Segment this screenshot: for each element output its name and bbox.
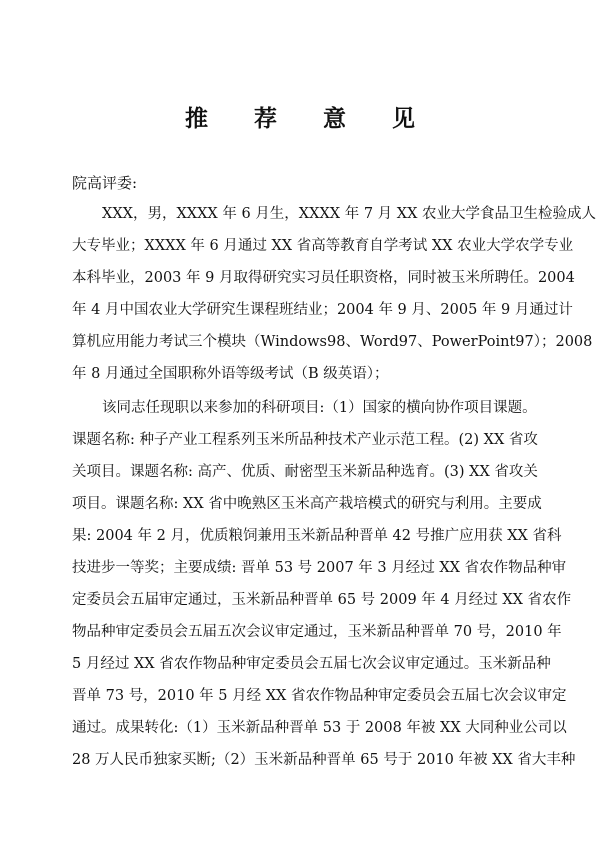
salutation: 院高评委:: [72, 174, 138, 192]
paragraph-line: 定委员会五届审定通过，玉米新品种晋单 65 号 2009 年 4 月经过 XX 省农作: [72, 592, 572, 608]
paragraph-education: [72, 198, 597, 390]
paragraph-line: 项目。课题名称: XX 省中晚熟区玉米高产栽培模式的研究与利用。主要成: [72, 496, 542, 512]
paragraph-line: 5 月经过 XX 省农作物品种审定委员会五届七次会议审定通过。玉米新品种: [72, 656, 551, 672]
paragraph-line: 物品种审定委员会五届五次会议审定通过，玉米新品种晋单 70 号，2010 年: [72, 624, 562, 640]
paragraph-line: 关项目。课题名称: 高产、优质、耐密型玉米新品种选育。(3) XX 省攻关: [72, 464, 538, 480]
paragraph-line: 课题名称: 种子产业工程系列玉米所品种技术产业示范工程。(2) XX 省攻: [72, 432, 538, 448]
paragraph-line: 大专毕业；XXXX 年 6 月通过 XX 省高等教育自学考试 XX 农业大学农学专业: [72, 238, 574, 254]
paragraph-line: XXX，男，XXXX 年 6 月生，XXXX 年 7 月 XX 农业大学食品卫生检验成人: [102, 206, 597, 222]
paragraph-line: 晋单 73 号，2010 年 5 月经 XX 省农作物品种审定委员会五届七次会议审定: [72, 688, 567, 704]
paragraph-line: 本科毕业，2003 年 9 月取得研究实习员任职资格，同时被玉米所聘任。2004: [72, 270, 575, 286]
document-title: 推 荐 意 见: [184, 106, 435, 132]
paragraph-line: 该同志任现职以来参加的科研项目:（1）国家的横向协作项目课题。: [102, 400, 537, 416]
paragraph-research: [72, 392, 576, 776]
paragraph-line: 通过。成果转化:（1）玉米新品种晋单 53 于 2008 年被 XX 大同种业公司以: [72, 720, 567, 736]
paragraph-line: 技进步一等奖；主要成绩: 晋单 53 号 2007 年 3 月经过 XX 省农作物品种审: [72, 560, 567, 576]
paragraph-line: 28 万人民币独家买断;（2）玉米新品种晋单 65 号于 2010 年被 XX 省大丰种: [72, 752, 576, 768]
paragraph-line: 年 4 月中国农业大学研究生课程班结业；2004 年 9 月、2005 年 9 月通过计: [72, 302, 573, 318]
paragraph-line: 果: 2004 年 2 月，优质粮饲兼用玉米新品种晋单 42 号推广应用获 XX 省科: [72, 528, 562, 544]
paragraph-line: 年 8 月通过全国职称外语等级考试（B 级英语）；: [72, 366, 389, 382]
paragraph-line: 算机应用能力考试三个模块（Windows98、Word97、PowerPoint97）；2008: [72, 334, 593, 350]
